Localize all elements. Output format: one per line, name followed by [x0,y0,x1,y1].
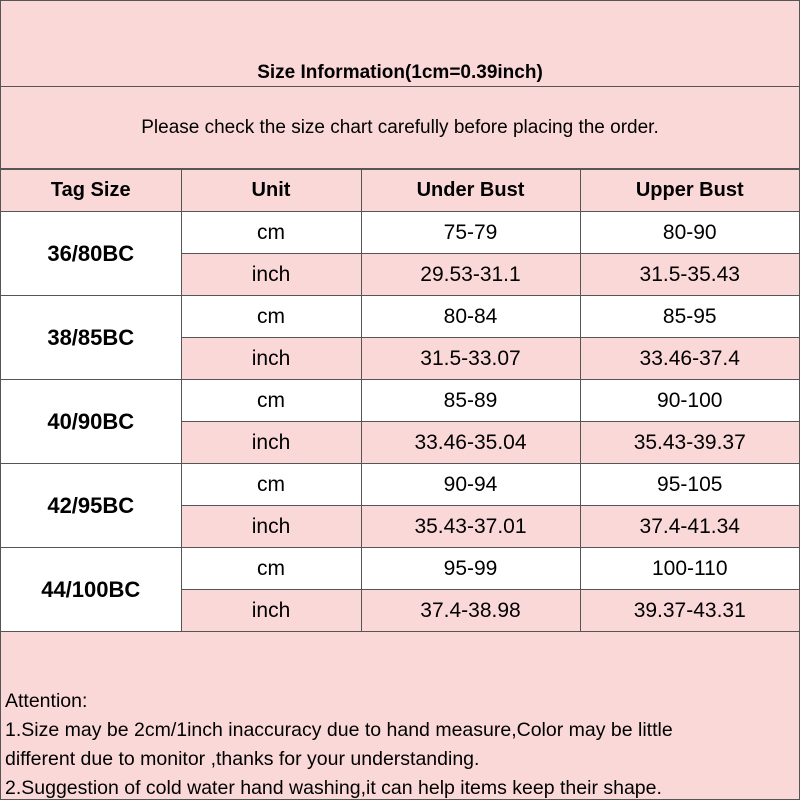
upper-bust-cell: 100-110 [580,548,799,590]
size-table [1,169,799,632]
under-bust-cell: 29.53-31.1 [361,254,580,296]
header-unit: Unit [181,170,361,212]
table-row [1,380,799,422]
upper-bust-cell: 85-95 [580,296,799,338]
order-note-row [1,87,799,169]
unit-cell: cm [181,212,361,254]
order-note: Please check the size chart carefully before placing the order. [141,116,659,138]
table-row [1,296,799,338]
tag-size-cell: 40/90BC [1,380,181,464]
under-bust-cell: 80-84 [361,296,580,338]
unit-cell: inch [181,590,361,632]
tag-size-cell: 38/85BC [1,296,181,380]
header-tag-size: Tag Size [1,170,181,212]
table-row [1,548,799,590]
title-row [1,1,799,87]
upper-bust-cell: 95-105 [580,464,799,506]
tag-size-cell: 42/95BC [1,464,181,548]
unit-cell: cm [181,464,361,506]
under-bust-cell: 90-94 [361,464,580,506]
unit-cell: inch [181,506,361,548]
under-bust-cell: 37.4-38.98 [361,590,580,632]
attention-line: 1.Size may be 2cm/1inch inaccuracy due to hand measure,Color may be little [5,719,673,741]
upper-bust-cell: 33.46-37.4 [580,338,799,380]
attention-notes [5,687,795,800]
unit-cell: inch [181,254,361,296]
unit-cell: inch [181,338,361,380]
unit-cell: cm [181,296,361,338]
header-upper-bust: Upper Bust [580,170,799,212]
header-row [1,170,799,212]
header-under-bust: Under Bust [361,170,580,212]
under-bust-cell: 95-99 [361,548,580,590]
table-row [1,464,799,506]
under-bust-cell: 31.5-33.07 [361,338,580,380]
under-bust-cell: 33.46-35.04 [361,422,580,464]
upper-bust-cell: 90-100 [580,380,799,422]
table-row [1,212,799,254]
unit-cell: cm [181,548,361,590]
unit-cell: inch [181,422,361,464]
attention-line: 2.Suggestion of cold water hand washing,it can help items keep their shape. [5,777,662,799]
attention-line: different due to monitor ,thanks for your understanding. [5,748,480,770]
upper-bust-cell: 39.37-43.31 [580,590,799,632]
unit-cell: cm [181,380,361,422]
tag-size-cell: 44/100BC [1,548,181,632]
page-title: Size Information(1cm=0.39inch) [257,62,543,83]
tag-size-cell: 36/80BC [1,212,181,296]
attention-heading: Attention: [5,690,88,712]
under-bust-cell: 75-79 [361,212,580,254]
under-bust-cell: 85-89 [361,380,580,422]
upper-bust-cell: 35.43-39.37 [580,422,799,464]
upper-bust-cell: 37.4-41.34 [580,506,799,548]
upper-bust-cell: 31.5-35.43 [580,254,799,296]
under-bust-cell: 35.43-37.01 [361,506,580,548]
upper-bust-cell: 80-90 [580,212,799,254]
